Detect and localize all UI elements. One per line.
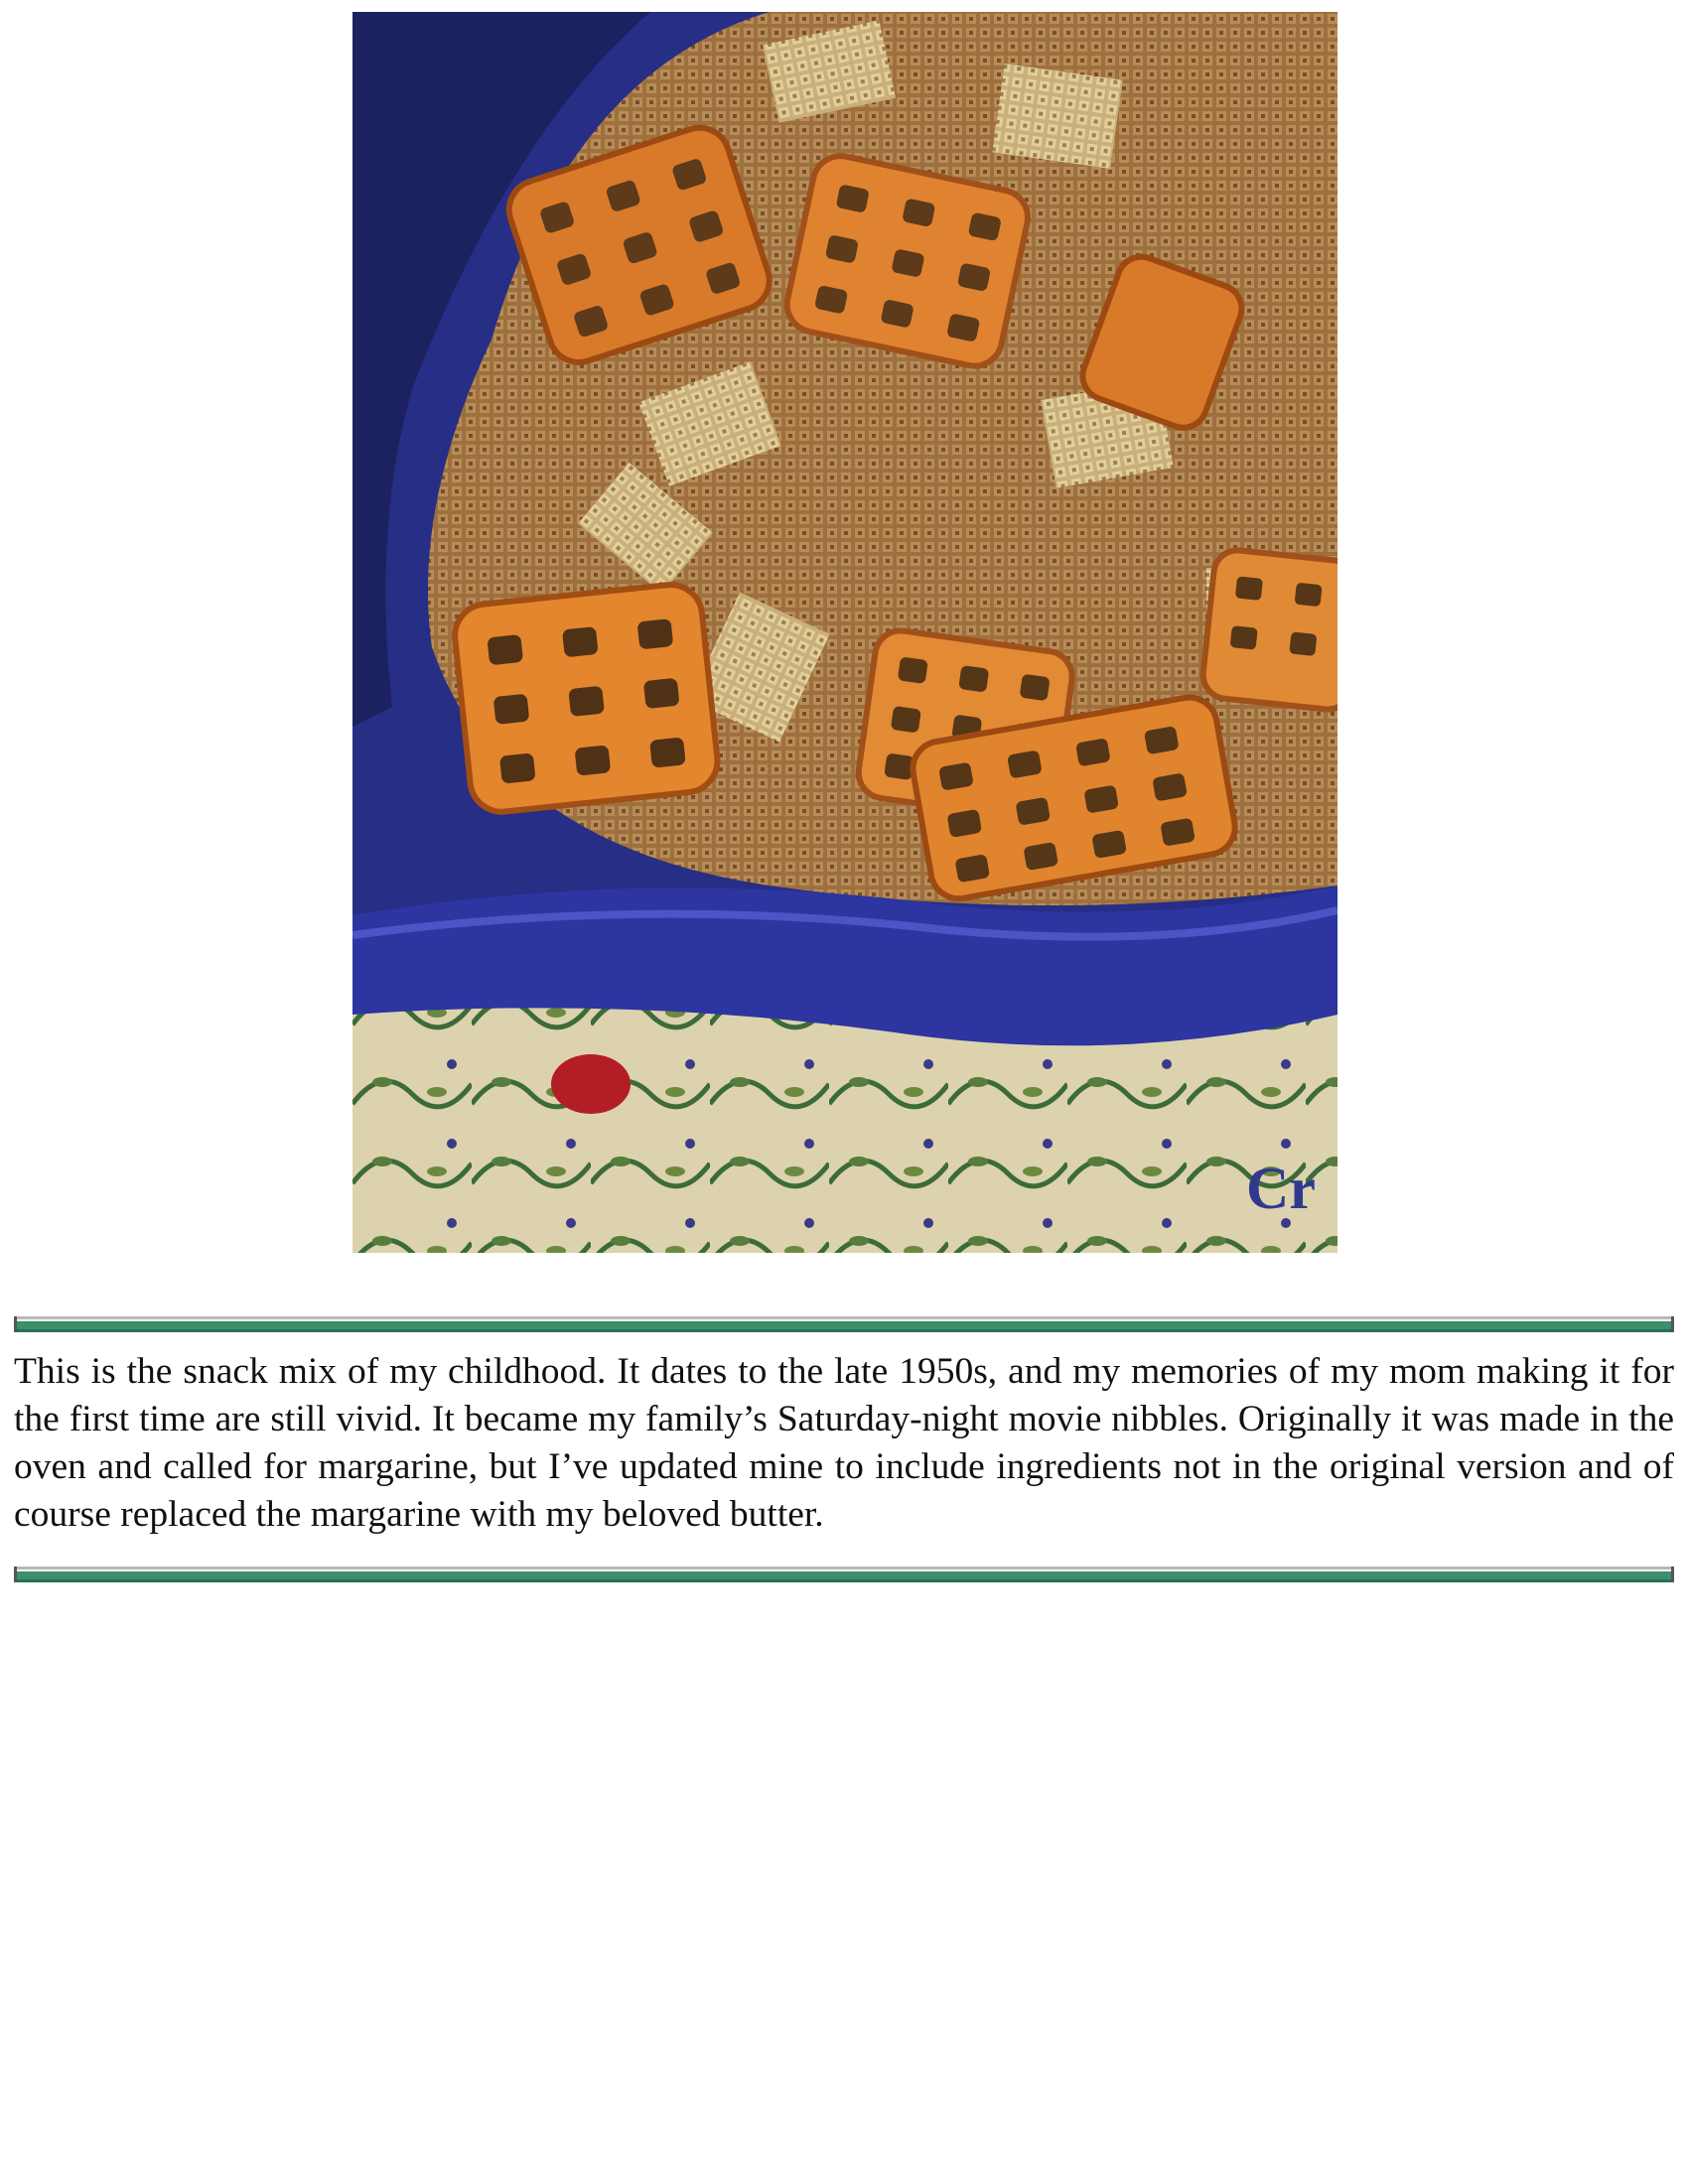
- snack-mix-photo: [352, 12, 1337, 1253]
- body-paragraph: This is the snack mix of my childhood. It dates to the late 1950s, and my memories of my mom making it for the first time are still vivid. It became my family’s Saturday-night movie nibbles. Originally it was made in the oven and called for margarine, but I’ve updated mine to include ingredients not in the original version and of course replaced the margarine with my beloved butter.: [14, 1351, 1674, 1535]
- top-divider-rule: [14, 1316, 1674, 1332]
- bottom-divider-rule: [14, 1567, 1674, 1582]
- snack-mix-illustration: [352, 12, 1337, 1253]
- tin-label-text: Cr: [1246, 1156, 1316, 1221]
